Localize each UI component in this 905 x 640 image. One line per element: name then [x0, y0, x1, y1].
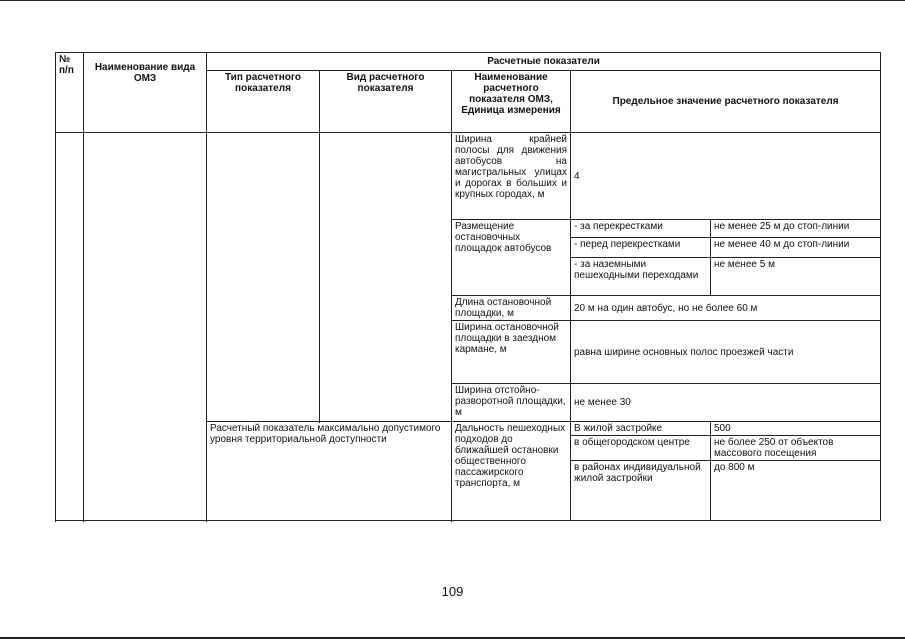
access-place-1: В жилой застройке	[571, 422, 711, 436]
turnaround-width-name: Ширина отстойно-разворотной площадки, м	[452, 384, 571, 422]
turnaround-width-value: не менее 30	[571, 384, 881, 422]
stop-length-name: Длина остановочной площадки, м	[452, 296, 571, 321]
stops-value-1: не менее 25 м до стоп-линии	[711, 220, 881, 238]
omz-indicators-table	[55, 52, 881, 521]
access-value-3: до 800 м	[711, 461, 881, 521]
stops-value-2: не менее 40 м до стоп-линии	[711, 238, 881, 258]
cell-kind-empty	[320, 133, 452, 422]
header-num: № п/п	[56, 53, 84, 133]
header-group: Расчетные показатели	[207, 53, 881, 71]
cell-omz-empty	[84, 133, 207, 521]
scan-edge-bottom	[0, 637, 905, 639]
cell-type-empty	[207, 133, 320, 422]
header-name-unit: Наименование расчетного показателя ОМЗ, Единица измерения	[452, 71, 571, 133]
stops-value-3: не менее 5 м	[711, 258, 881, 296]
header-limit: Предельное значение расчетного показателя	[571, 71, 881, 133]
access-place-2: в общегородском центре	[571, 436, 711, 461]
header-kind: Вид расчетного показателя	[320, 71, 452, 133]
stop-width-name: Ширина остановочной площадки в заездном кармане, м	[452, 321, 571, 384]
header-type: Тип расчетного показателя	[207, 71, 320, 133]
cell-num-empty	[56, 133, 84, 521]
stops-place-1: - за перекрестками	[571, 220, 711, 238]
accessibility-type: Расчетный показатель максимально допустимого уровня территориальной доступности	[207, 422, 452, 521]
lane-width-value: 4	[571, 133, 881, 220]
scan-edge-top-left	[0, 0, 905, 1]
stops-name: Размещение остановочных площадок автобусов	[452, 220, 571, 296]
stops-place-2: - перед перекрестками	[571, 238, 711, 258]
stop-width-value: равна ширине основных полос проезжей части	[571, 321, 881, 384]
header-omz-name: Наименование вида ОМЗ	[84, 53, 207, 133]
access-place-3: в районах индивидуальной жилой застройки	[571, 461, 711, 521]
access-value-1: 500	[711, 422, 881, 436]
page-number: 109	[441, 584, 464, 599]
access-value-2: не более 250 от объектов массового посещения	[711, 436, 881, 461]
lane-width-name: Ширина крайней полосы для движения автобусов на магистральных улицах и дорогах в больших и крупных городах, м	[452, 133, 571, 220]
stops-place-3: - за наземными пешеходными переходами	[571, 258, 711, 296]
stop-length-value: 20 м на один автобус, но не более 60 м	[571, 296, 881, 321]
accessibility-name: Дальность пешеходных подходов до ближайшей остановки общественного пассажирского транспорта, м	[452, 422, 571, 521]
